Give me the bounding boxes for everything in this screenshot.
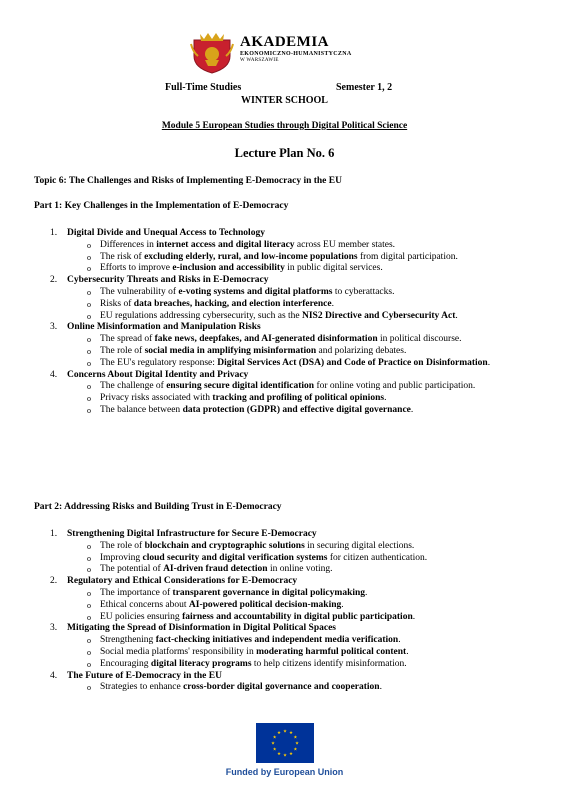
bullet-icon: o: [87, 382, 91, 392]
topic-heading: Topic 6: The Challenges and Risks of Implementing E-Democracy in the EU: [34, 176, 342, 186]
eu-star-icon: ★: [272, 734, 277, 740]
text: .: [341, 599, 344, 610]
text: The risk of: [100, 251, 145, 262]
bullet-icon: o: [87, 600, 91, 610]
text: Improving: [100, 552, 143, 563]
studies-label: Full-Time Studies: [165, 82, 242, 93]
item-number: 3.: [50, 322, 58, 333]
sub-bullet-item: [67, 682, 540, 694]
item-number: 2.: [50, 576, 58, 587]
part2-list: [50, 529, 540, 694]
logo-title: AKADEMIA: [240, 34, 329, 50]
bullet-icon: o: [87, 659, 91, 669]
list-item: [50, 370, 540, 417]
semester-label: Semester 1, 2: [336, 82, 393, 93]
lecture-title: Lecture Plan No. 6: [234, 146, 335, 160]
item-title: Cybersecurity Threats and Risks in E-Democracy: [67, 275, 269, 286]
part1-heading: Part 1: Key Challenges in the Implementation of E-Democracy: [34, 201, 289, 211]
text: and polarizing debates.: [316, 345, 407, 356]
sub-bullet-item: [67, 588, 540, 600]
sub-bullet-item: [67, 240, 540, 252]
bullet-icon: o: [87, 612, 91, 622]
text: Privacy risks associated with: [100, 393, 213, 404]
bold-text: Digital Services Act (DSA) and Code of Practice on Disinformation: [217, 357, 488, 368]
bullet-icon: o: [87, 683, 91, 693]
sub-bullet-item: [67, 252, 540, 264]
text: .: [331, 298, 334, 309]
bullet-icon: o: [87, 311, 91, 321]
list-item: [50, 322, 540, 369]
text: Strategies to enhance: [100, 682, 184, 693]
bullet-icon: o: [87, 647, 91, 657]
text: for online voting and public participation.: [314, 381, 476, 392]
bullet-icon: o: [87, 240, 91, 250]
sub-bullet-item: [67, 381, 540, 393]
bold-text: social media in amplifying misinformation: [144, 345, 317, 356]
sub-bullet-item: [67, 299, 540, 311]
eu-star-icon: ★: [294, 740, 300, 746]
eu-star-icon: ★: [276, 750, 282, 756]
module-title: Module 5 European Studies through Digital Political Science: [161, 121, 408, 131]
text: The potential of: [100, 564, 164, 575]
bullet-icon: o: [87, 299, 91, 309]
text: The role of: [100, 540, 145, 551]
bold-text: tracking and profiling of political opinions: [212, 393, 385, 404]
text: .: [398, 635, 401, 646]
bold-text: e-inclusion and accessibility: [172, 263, 285, 274]
bold-text: fake news, deepfakes, and AI-generated disinformation: [154, 334, 378, 345]
sub-bullet-item: [67, 635, 540, 647]
text: across EU member states.: [294, 239, 396, 250]
bullet-icon: o: [87, 541, 91, 551]
bold-text: ensuring secure digital identification: [166, 381, 315, 392]
eu-star-icon: ★: [288, 750, 294, 756]
logo-city: W WARSZAWIE: [240, 58, 279, 63]
bold-text: cross-border digital governance and cooperation: [183, 682, 380, 693]
bullet-icon: o: [87, 264, 91, 274]
item-number: 4.: [50, 369, 58, 380]
text: The balance between: [100, 404, 183, 415]
bullet-icon: o: [87, 358, 91, 368]
item-title: Online Misinformation and Manipulation Risks: [67, 322, 261, 333]
sub-bullet-item: [67, 553, 540, 565]
sub-bullet-item: [67, 659, 540, 671]
eu-star-icon: ★: [276, 730, 282, 736]
item-number: 3.: [50, 623, 58, 634]
bold-text: internet access and digital literacy: [156, 239, 295, 250]
bold-text: AI-powered political decision-making: [188, 599, 342, 610]
bullet-icon: o: [87, 405, 91, 415]
text: Strengthening: [100, 635, 156, 646]
list-item: [50, 576, 540, 623]
eu-star-icon: ★: [282, 728, 288, 734]
text: The importance of: [100, 587, 173, 598]
bullet-icon: o: [87, 553, 91, 563]
text: in political discourse.: [377, 334, 462, 345]
eu-flag-icon: [256, 723, 314, 763]
item-number: 2.: [50, 275, 58, 286]
eu-star-icon: ★: [270, 740, 276, 746]
text: .: [410, 404, 414, 415]
eu-star-icon: ★: [288, 730, 294, 736]
item-title: Concerns About Digital Identity and Privacy: [67, 369, 249, 380]
text: in online voting.: [267, 564, 333, 575]
list-item: [50, 623, 540, 670]
eu-star-icon: ★: [293, 746, 298, 752]
bold-text: cloud security and digital verification systems: [142, 552, 328, 563]
text: to help citizens identify misinformation.: [251, 658, 407, 669]
bullet-icon: o: [87, 636, 91, 646]
text: .: [406, 646, 409, 657]
sub-bullet-item: [67, 334, 540, 346]
list-item: [50, 671, 540, 695]
list-item: [50, 529, 540, 576]
text: .: [455, 310, 458, 321]
text: for citizen authentication.: [327, 552, 428, 563]
logo-subtitle: EKONOMICZNO-HUMANISTYCZNA: [240, 51, 352, 57]
item-number: 4.: [50, 670, 58, 681]
item-title: Digital Divide and Unequal Access to Technology: [67, 228, 265, 238]
sub-bullet-item: [67, 358, 540, 370]
sub-bullet-item: [67, 612, 540, 624]
bold-text: excluding elderly, rural, and low-income populations: [144, 251, 358, 262]
sub-bullet-item: [67, 287, 540, 299]
item-number: 1.: [50, 529, 58, 539]
funding-caption: Funded by European Union: [225, 767, 344, 777]
bold-text: e-voting systems and digital platforms: [178, 286, 333, 297]
text: in securing digital elections.: [304, 540, 415, 551]
item-title: The Future of E-Democracy in the EU: [67, 670, 222, 681]
bullet-icon: o: [87, 287, 91, 297]
bold-text: data breaches, hacking, and election interference: [133, 298, 332, 309]
text: EU policies ensuring: [100, 611, 183, 622]
list-item: [50, 275, 540, 322]
bold-text: digital literacy programs: [150, 658, 252, 669]
sub-bullet-item: [67, 600, 540, 612]
item-number: 1.: [50, 228, 58, 238]
sub-bullet-item: [67, 647, 540, 659]
sub-bullet-item: [67, 263, 540, 275]
sub-bullet-item: [67, 541, 540, 553]
text: Ethical concerns about: [100, 599, 189, 610]
text: EU regulations addressing cybersecurity, such as the: [100, 310, 302, 321]
bold-text: AI-driven fraud detection: [163, 564, 268, 575]
logo-text: [240, 35, 352, 64]
sub-bullet-item: [67, 311, 540, 323]
item-title: Strengthening Digital Infrastructure for Secure E-Democracy: [67, 529, 317, 539]
bullet-icon: o: [87, 565, 91, 575]
text: Differences in: [100, 239, 157, 250]
school-label: WINTER SCHOOL: [241, 95, 328, 106]
text: .: [365, 587, 368, 598]
text: Risks of: [100, 298, 134, 309]
text: Social media platforms' responsibility in: [100, 646, 257, 657]
bold-text: data protection (GDPR) and effective digital governance: [182, 404, 411, 415]
text: .: [379, 682, 382, 693]
item-title: Regulatory and Ethical Considerations for E-Democracy: [67, 576, 298, 587]
sub-bullet-item: [67, 346, 540, 358]
bold-text: fact-checking initiatives and independent media verification: [155, 635, 399, 646]
university-logo: [0, 30, 569, 74]
text: The vulnerability of: [100, 286, 179, 297]
text: in public digital services.: [284, 263, 383, 274]
eu-star-icon: ★: [282, 752, 288, 758]
bold-text: NIS2 Directive and Cybersecurity Act: [302, 310, 456, 321]
part2-heading: Part 2: Addressing Risks and Building Trust in E-Democracy: [34, 502, 282, 512]
text: .: [487, 357, 491, 368]
item-title: Mitigating the Spread of Disinformation in Digital Political Spaces: [67, 623, 336, 634]
bold-text: fairness and accountability in digital public participation: [182, 611, 413, 622]
university-crest-icon: [190, 30, 234, 74]
bullet-icon: o: [87, 335, 91, 345]
bullet-icon: o: [87, 252, 91, 262]
bullet-icon: o: [87, 588, 91, 598]
bullet-icon: o: [87, 394, 91, 404]
text: to cyberattacks.: [332, 286, 395, 297]
text: .: [412, 611, 416, 622]
text: The EU's regulatory response:: [100, 357, 218, 368]
part1-list: [50, 228, 540, 417]
text: from digital participation.: [357, 251, 458, 262]
list-item: [50, 228, 540, 275]
text: The role of: [100, 345, 145, 356]
eu-star-icon: ★: [272, 746, 277, 752]
text: The challenge of: [100, 381, 167, 392]
sub-bullet-item: [67, 393, 540, 405]
bold-text: blockchain and cryptographic solutions: [144, 540, 305, 551]
text: Efforts to improve: [100, 263, 173, 274]
sub-bullet-item: [67, 564, 540, 576]
text: .: [384, 393, 387, 404]
text: The spread of: [100, 334, 155, 345]
bold-text: transparent governance in digital policymaking: [172, 587, 366, 598]
bold-text: moderating harmful political content: [256, 646, 407, 657]
bullet-icon: o: [87, 346, 91, 356]
sub-bullet-item: [67, 405, 540, 417]
text: Encouraging: [100, 658, 151, 669]
eu-star-icon: ★: [293, 734, 298, 740]
